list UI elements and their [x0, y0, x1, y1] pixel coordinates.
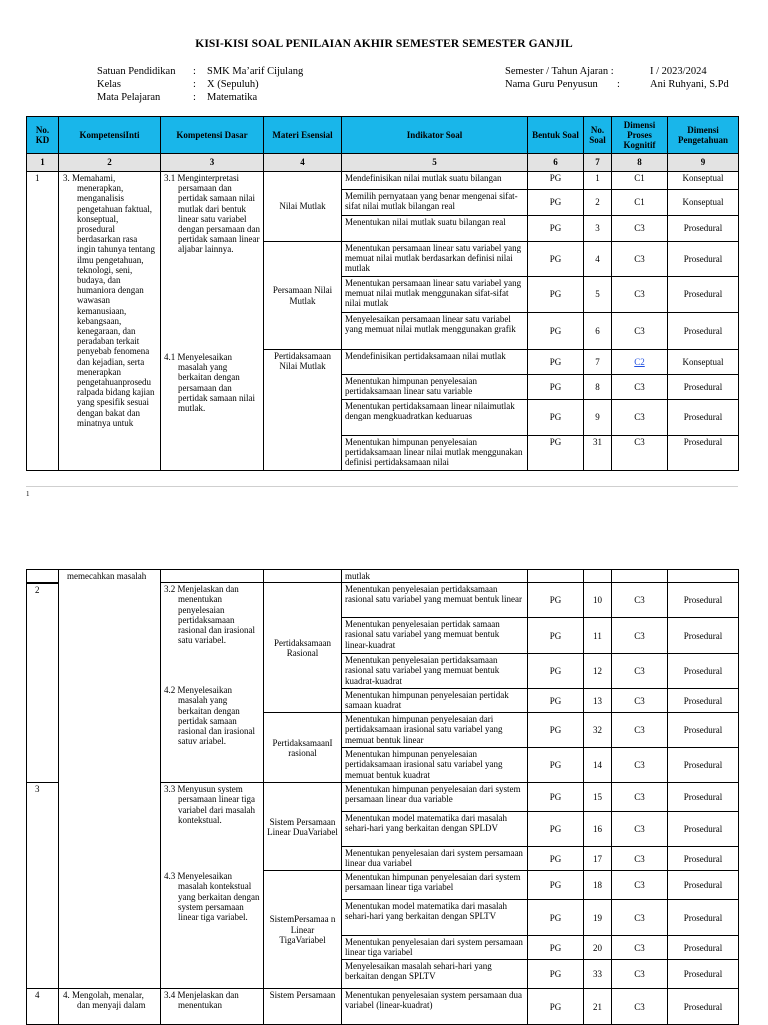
- bentuk-cell: PG: [528, 400, 584, 436]
- bentuk-cell: PG: [528, 375, 584, 400]
- bentuk-cell: PG: [528, 436, 584, 471]
- no-soal-cell: 33: [584, 960, 612, 989]
- header-dimensi-pengetahuan: Dimensi Pengetahuan: [668, 117, 739, 154]
- kognitif-cell: C3: [612, 871, 668, 900]
- kd-number: 1: [27, 172, 59, 471]
- materi-cell: Nilai Mutlak: [264, 172, 342, 242]
- kognitif-cell: C3: [612, 713, 668, 748]
- materi-cell: [264, 570, 342, 583]
- indikator-cell: Menentukan persamaan linear satu variabel yang memuat nilai mutlak menggunakan sifat-sifat nilai mutlak: [342, 277, 528, 313]
- kompetensi-inti-text: 3. Memahami, menerapkan, menganalisis pengetahuan faktual, konseptual, prosedural berdasarkan rasa ingin tahunya tentang ilmu pengetahuan, teknologi, seni, budaya, dan humaniora dengan wawasan kemanusiaan, kebangsaan, kenegaraan, dan peradaban terkait penyebab fenomena dan kejadian, serta menerapkan pengetahuanprosedu ralpada bidang kajian yang spesifik sesuai dengan bakat dan minatnya untuk: [63, 173, 155, 428]
- header-dimensi-kognitif: Dimensi Proses Kognitif: [612, 117, 668, 154]
- kisi-table-page-1: [26, 116, 739, 471]
- column-number: 6: [528, 154, 584, 172]
- no-soal-cell: 9: [584, 400, 612, 436]
- bentuk-cell: PG: [528, 783, 584, 812]
- meta-value: X (Sepuluh): [207, 79, 259, 90]
- pengetahuan-cell: Prosedural: [668, 436, 739, 471]
- pengetahuan-cell: Prosedural: [668, 400, 739, 436]
- kd-3-4-text: 3.4 Menjelaskan dan menentukan: [164, 990, 239, 1011]
- pengetahuan-cell: Konseptual: [668, 350, 739, 375]
- indikator-cell: Menentukan penyelesaian pertidak samaan rasional satu variabel yang memuat bentuk linear-kuadrat: [342, 618, 528, 654]
- kompetensi-dasar-cell: [161, 783, 264, 989]
- kognitif-cell: C3: [612, 277, 668, 313]
- kompetensi-dasar-cell: [161, 172, 264, 471]
- header-kompetensi-inti: KompetensiInti: [59, 117, 161, 154]
- no-soal-cell: 11: [584, 618, 612, 654]
- kognitif-cell: C3: [612, 654, 668, 689]
- kognitif-cell: [612, 570, 668, 583]
- kd-4-3-text: 4.3 Menyelesaikan masalah kontekstual yang berkaitan dengan system persamaan linear tiga variabel.: [164, 871, 260, 923]
- no-soal-cell: 8: [584, 375, 612, 400]
- pengetahuan-cell: Prosedural: [668, 242, 739, 277]
- kognitif-cell: C1: [612, 172, 668, 190]
- bentuk-cell: PG: [528, 277, 584, 313]
- header-kompetensi-dasar: Kompetensi Dasar: [161, 117, 264, 154]
- pengetahuan-cell: Prosedural: [668, 313, 739, 350]
- meta-label: Mata Pelajaran: [97, 92, 161, 103]
- page-break-line: [26, 486, 738, 487]
- indikator-cell: Mendefinisikan nilai mutlak suatu bilangan: [342, 172, 528, 190]
- indikator-cell: Menentukan persamaan linear satu variabel yang memuat nilai mutlak berdasarkan definisi nilai mutlak: [342, 242, 528, 277]
- column-number: 4: [264, 154, 342, 172]
- pengetahuan-cell: Prosedural: [668, 216, 739, 242]
- indikator-cell: Menentukan model matematika dari masalah sehari-hari yang berkaitan dengan SPLDV: [342, 812, 528, 847]
- materi-cell: Pertidaksamaan Rasional: [264, 583, 342, 713]
- bentuk-cell: [528, 570, 584, 583]
- no-soal-cell: 10: [584, 583, 612, 618]
- meta-row-guru: [505, 78, 729, 91]
- indikator-cell: Menentukan himpunan penyelesaian dari system persamaan linear tiga variabel: [342, 871, 528, 900]
- column-number-row: [27, 154, 739, 172]
- meta-sep: :: [193, 79, 196, 90]
- no-soal-cell: 1: [584, 172, 612, 190]
- meta-value: SMK Ma’arif Cijulang: [207, 66, 304, 77]
- pengetahuan-cell: Konseptual: [668, 172, 739, 190]
- pengetahuan-cell: Prosedural: [668, 654, 739, 689]
- pengetahuan-cell: Prosedural: [668, 713, 739, 748]
- kognitif-cell: C3: [612, 748, 668, 783]
- table-row: [27, 172, 739, 190]
- meta-sep: :: [193, 66, 196, 77]
- kd-number: 3: [27, 783, 59, 989]
- no-soal-cell: 5: [584, 277, 612, 313]
- indikator-cell: Menentukan penyelesaian pertidaksamaan rasional satu variabel yang memuat bentuk kuadrat-kuadrat: [342, 654, 528, 689]
- header-no-soal: No. Soal: [584, 117, 612, 154]
- no-soal-cell: 7: [584, 350, 612, 375]
- indikator-cell: Menyelesaikan masalah sehari-hari yang berkaitan dengan SPLTV: [342, 960, 528, 989]
- pengetahuan-cell: Prosedural: [668, 871, 739, 900]
- indikator-cell: Menentukan himpunan penyelesaian pertidaksamaan linear nilai mutlak menggunakan definisi pertidaksamaan nilai: [342, 436, 528, 471]
- bentuk-cell: PG: [528, 989, 584, 1025]
- column-number: 9: [668, 154, 739, 172]
- indikator-cell: Menentukan himpunan penyelesaian dari pertidaksamaan irasional satu variabel yang memuat bentuk linear: [342, 713, 528, 748]
- kognitif-cell: C3: [612, 400, 668, 436]
- materi-cell: Sistem Persamaan Linear DuaVariabel: [264, 783, 342, 871]
- indikator-cell: Menentukan himpunan penyelesaian pertidaksamaan irasional satu variabel yang memuat bentuk kuadrat: [342, 748, 528, 783]
- bentuk-cell: PG: [528, 748, 584, 783]
- bentuk-cell: PG: [528, 847, 584, 871]
- pengetahuan-cell: Prosedural: [668, 375, 739, 400]
- no-soal-cell: 4: [584, 242, 612, 277]
- meta-left: [97, 65, 303, 104]
- meta-right: [505, 65, 729, 91]
- kompetensi-dasar-cell: [161, 989, 264, 1025]
- no-soal-cell: 12: [584, 654, 612, 689]
- bentuk-cell: PG: [528, 190, 584, 216]
- page-number: 1: [26, 490, 30, 498]
- indikator-cell: Menentukan pertidaksamaan linear nilaimutlak dengan mengkuadratkan keduaruas: [342, 400, 528, 436]
- kognitif-cell: C3: [612, 375, 668, 400]
- kompetensi-inti-cell: [59, 989, 161, 1025]
- column-number: 3: [161, 154, 264, 172]
- bentuk-cell: PG: [528, 618, 584, 654]
- header-materi-esensial: Materi Esensial: [264, 117, 342, 154]
- no-soal-cell: 17: [584, 847, 612, 871]
- kompetensi-inti-text: 4. Mengolah, menalar, dan menyaji dalam: [63, 990, 146, 1011]
- bentuk-cell: PG: [528, 216, 584, 242]
- kd-number: [27, 570, 59, 583]
- materi-cell: Pertidaksamaan Nilai Mutlak: [264, 350, 342, 471]
- indikator-cell: Menentukan nilai mutlak suatu bilangan real: [342, 216, 528, 242]
- column-number: 5: [342, 154, 528, 172]
- indikator-cell: Menentukan himpunan penyelesaian pertidak samaan kuadrat: [342, 689, 528, 713]
- table-row: [27, 989, 739, 1025]
- pengetahuan-cell: Prosedural: [668, 900, 739, 936]
- materi-cell: Sistem Persamaan: [264, 989, 342, 1025]
- meta-row-kelas: [97, 78, 303, 91]
- kompetensi-inti-cell: [59, 570, 161, 989]
- header-no-kd: No. KD: [27, 117, 59, 154]
- meta-value: I / 2023/2024: [650, 66, 707, 77]
- kognitif-cell: C3: [612, 989, 668, 1025]
- pengetahuan-cell: [668, 570, 739, 583]
- indikator-cell: Menyelesaikan persamaan linear satu variabel yang memuat nilai mutlak menggunakan grafik: [342, 313, 528, 350]
- bentuk-cell: PG: [528, 242, 584, 277]
- kd-3-1-text: 3.1 Menginterpretasi persamaan dan pertidak samaan nilai mutlak dari bentuk linear satu variabel dengan persamaan dan pertidak samaan linear aljabar lainnya.: [164, 173, 260, 255]
- materi-cell: Persamaan Nilai Mutlak: [264, 242, 342, 350]
- bentuk-cell: PG: [528, 654, 584, 689]
- indikator-cell: Menentukan model matematika dari masalah sehari-hari yang berkaitan dengan SPLTV: [342, 900, 528, 936]
- pengetahuan-cell: Prosedural: [668, 960, 739, 989]
- meta-row-satuan: [97, 65, 303, 78]
- meta-row-semester: [505, 65, 729, 78]
- column-number: 1: [27, 154, 59, 172]
- pengetahuan-cell: Konseptual: [668, 190, 739, 216]
- indikator-cell: Menentukan penyelesaian dari system persamaan linear dua variabel: [342, 847, 528, 871]
- no-soal-cell: 32: [584, 713, 612, 748]
- kognitif-cell: C3: [612, 783, 668, 812]
- kognitif-cell: C3: [612, 936, 668, 960]
- no-soal-cell: 18: [584, 871, 612, 900]
- table-row: [27, 570, 739, 583]
- kd-3-3-text: 3.3 Menyusun system persamaan linear tiga variabel dari masalah kontekstual.: [164, 784, 255, 825]
- meta-row-mapel: [97, 91, 303, 104]
- bentuk-cell: PG: [528, 871, 584, 900]
- header-row: [27, 117, 739, 154]
- kd-4-1-text: 4.1 Menyelesaikan masalah yang berkaitan dengan persamaan dan pertidak samaan nilai mutlak.: [164, 352, 255, 414]
- kognitif-cell: C3: [612, 689, 668, 713]
- indikator-cell: Menentukan penyelesaian pertidaksamaan rasional satu variabel yang memuat bentuk linear: [342, 583, 528, 618]
- meta-value: Matematika: [207, 92, 258, 103]
- meta-label: Semester / Tahun Ajaran :: [505, 66, 614, 77]
- bentuk-cell: PG: [528, 936, 584, 960]
- no-soal-cell: 3: [584, 216, 612, 242]
- kognitif-cell: C3: [612, 960, 668, 989]
- indikator-cell: Menentukan himpunan penyelesaian dari system persamaan linear dua variable: [342, 783, 528, 812]
- kognitif-link[interactable]: C2: [634, 356, 645, 367]
- kognitif-cell: C3: [612, 216, 668, 242]
- bentuk-cell: PG: [528, 350, 584, 375]
- pengetahuan-cell: Prosedural: [668, 989, 739, 1025]
- kognitif-cell: C3: [612, 583, 668, 618]
- kognitif-cell: C1: [612, 190, 668, 216]
- no-soal-cell: 13: [584, 689, 612, 713]
- no-soal-cell: 6: [584, 313, 612, 350]
- indikator-cell: mutlak: [342, 570, 528, 583]
- meta-label: Kelas: [97, 79, 121, 90]
- pengetahuan-cell: Prosedural: [668, 936, 739, 960]
- bentuk-cell: PG: [528, 900, 584, 936]
- meta-label: Nama Guru Penyusun: [505, 79, 598, 90]
- bentuk-cell: PG: [528, 689, 584, 713]
- no-soal-cell: 21: [584, 989, 612, 1025]
- kognitif-cell: [612, 350, 668, 375]
- document-title: KISI-KISI SOAL PENILAIAN AKHIR SEMESTER SEMESTER GANJIL: [195, 38, 573, 50]
- kisi-table-page-2: [26, 569, 739, 1025]
- bentuk-cell: PG: [528, 583, 584, 618]
- kognitif-cell: C3: [612, 618, 668, 654]
- indikator-cell: Mendefinisikan pertidaksamaan nilai mutlak: [342, 350, 528, 375]
- no-soal-cell: 19: [584, 900, 612, 936]
- kompetensi-inti-cell: [59, 172, 161, 471]
- column-number: 8: [612, 154, 668, 172]
- no-soal-cell: 31: [584, 436, 612, 471]
- pengetahuan-cell: Prosedural: [668, 618, 739, 654]
- column-number: 7: [584, 154, 612, 172]
- meta-sep: :: [617, 79, 620, 90]
- pengetahuan-cell: Prosedural: [668, 812, 739, 847]
- kognitif-cell: C3: [612, 847, 668, 871]
- bentuk-cell: PG: [528, 960, 584, 989]
- header-bentuk-soal: Bentuk Soal: [528, 117, 584, 154]
- kompetensi-inti-text: memecahkan masalah: [67, 571, 147, 581]
- kognitif-cell: C3: [612, 313, 668, 350]
- kognitif-cell: C3: [612, 812, 668, 847]
- indikator-cell: Menentukan himpunan penyelesaian pertidaksamaan linear satu variable: [342, 375, 528, 400]
- bentuk-cell: PG: [528, 812, 584, 847]
- bentuk-cell: PG: [528, 172, 584, 190]
- indikator-cell: Memilih pernyataan yang benar mengenai sifat-sifat nilai mutlak bilangan real: [342, 190, 528, 216]
- pengetahuan-cell: Prosedural: [668, 783, 739, 812]
- meta-label: Satuan Pendidikan: [97, 66, 176, 77]
- no-soal-cell: 20: [584, 936, 612, 960]
- kompetensi-dasar-cell: [161, 570, 264, 583]
- no-soal-cell: 14: [584, 748, 612, 783]
- materi-cell: SistemPersamaa n Linear TigaVariabel: [264, 871, 342, 989]
- materi-cell: PertidaksamaanI rasional: [264, 713, 342, 783]
- kd-3-2-text: 3.2 Menjelaskan dan menentukan penyelesaian pertidaksamaan rasional dan irasional satu variabel.: [164, 584, 255, 646]
- column-number: 2: [59, 154, 161, 172]
- kompetensi-dasar-cell: [161, 583, 264, 783]
- kognitif-cell: C3: [612, 242, 668, 277]
- kognitif-cell: C3: [612, 436, 668, 471]
- bentuk-cell: PG: [528, 313, 584, 350]
- no-soal-cell: 15: [584, 783, 612, 812]
- meta-sep: :: [193, 92, 196, 103]
- bentuk-cell: PG: [528, 713, 584, 748]
- no-soal-cell: [584, 570, 612, 583]
- pengetahuan-cell: Prosedural: [668, 583, 739, 618]
- pengetahuan-cell: Prosedural: [668, 748, 739, 783]
- pengetahuan-cell: Prosedural: [668, 689, 739, 713]
- kd-number: 4: [27, 989, 59, 1025]
- header-indikator-soal: Indikator Soal: [342, 117, 528, 154]
- kd-number: 2: [27, 583, 59, 783]
- pengetahuan-cell: Prosedural: [668, 847, 739, 871]
- kd-4-2-text: 4.2 Menyelesaikan masalah yang berkaitan dengan pertidak samaan rasional dan irasional satuv ariabel.: [164, 685, 255, 747]
- meta-value: Ani Ruhyani, S.Pd: [650, 79, 729, 90]
- indikator-cell: Menentukan penyelesaian system persamaan dua variabel (linear-kuadrat): [342, 989, 528, 1025]
- pengetahuan-cell: Prosedural: [668, 277, 739, 313]
- no-soal-cell: 16: [584, 812, 612, 847]
- indikator-cell: Menentukan penyelesaian dari system persamaan linear tiga variabel: [342, 936, 528, 960]
- kognitif-cell: C3: [612, 900, 668, 936]
- no-soal-cell: 2: [584, 190, 612, 216]
